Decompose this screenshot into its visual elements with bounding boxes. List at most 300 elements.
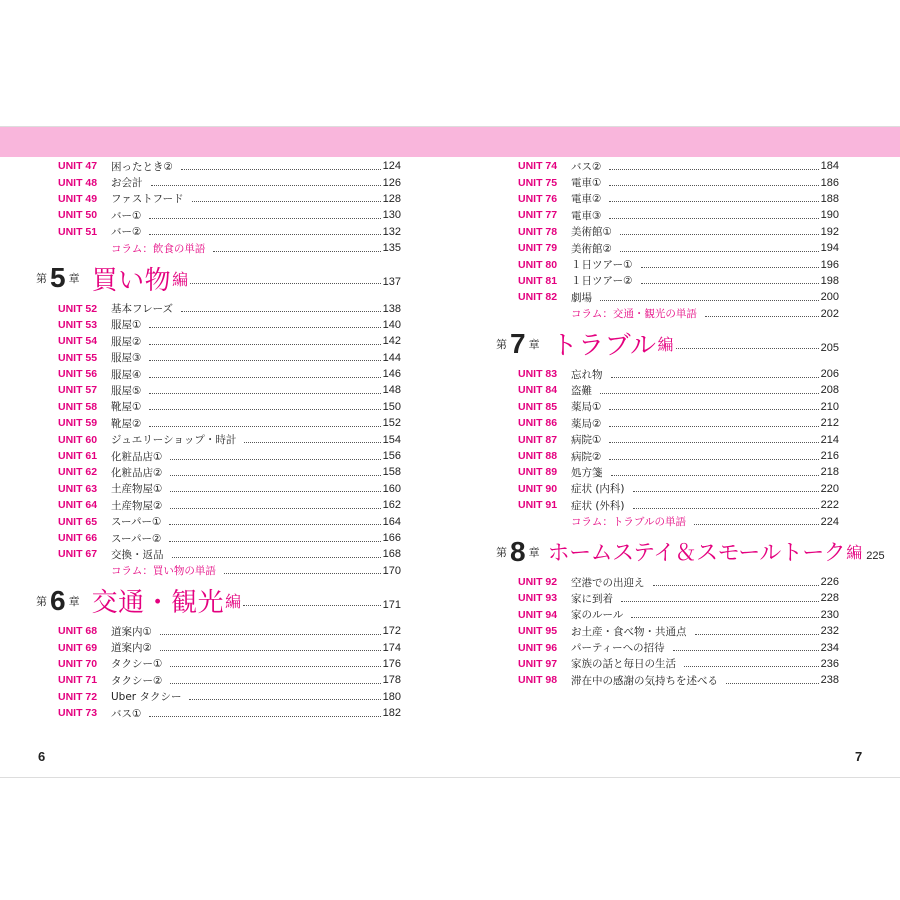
- unit-label: UNIT 66: [58, 532, 98, 544]
- entry-title: 土産物屋②: [111, 499, 163, 512]
- chapter-suffix: 章: [528, 545, 540, 559]
- entry-title: 服屋③: [111, 352, 142, 365]
- unit-label: UNIT 68: [58, 625, 98, 638]
- toc-entry[interactable]: [518, 623, 839, 639]
- toc-entry[interactable]: [518, 399, 839, 415]
- dot-leader: [600, 300, 819, 301]
- unit-label: UNIT 93: [518, 592, 558, 605]
- toc-entry[interactable]: [58, 689, 401, 705]
- dot-leader: [160, 650, 381, 651]
- toc-entry[interactable]: [58, 513, 401, 529]
- chapter-prefix: 第: [496, 545, 507, 559]
- unit-label: UNIT 70: [58, 657, 98, 670]
- entry-title: 空港での出迎え: [571, 576, 645, 589]
- dot-leader: [633, 491, 819, 492]
- toc-entry[interactable]: [58, 481, 401, 497]
- page-number: 238: [820, 674, 839, 687]
- dot-leader: [631, 617, 818, 618]
- dot-leader: [705, 316, 819, 317]
- dot-leader: [170, 666, 380, 667]
- entry-title: 症状 (外科): [571, 499, 625, 512]
- header-band: [0, 127, 900, 157]
- unit-label: UNIT 87: [518, 433, 558, 446]
- page-number: 184: [820, 160, 839, 173]
- chapter-suffix: 章: [68, 594, 80, 608]
- dot-leader: [609, 409, 818, 410]
- toc-entry[interactable]: [518, 382, 839, 398]
- unit-label: UNIT 77: [518, 209, 558, 222]
- page-number: 172: [382, 625, 401, 638]
- toc-entry[interactable]: [518, 224, 839, 240]
- unit-label: UNIT 74: [518, 160, 558, 173]
- page-number: 170: [382, 564, 401, 577]
- unit-label: UNIT 94: [518, 608, 558, 621]
- entry-title: 処方箋: [571, 466, 603, 479]
- dot-leader: [170, 475, 380, 476]
- chapter-hen: 編: [225, 592, 242, 612]
- dot-leader: [149, 377, 380, 378]
- entry-title: お会計: [111, 177, 143, 190]
- toc-entry[interactable]: [518, 256, 839, 272]
- page-number: 130: [382, 209, 401, 222]
- left-page-toc: [36, 158, 401, 721]
- entry-title: コラム：買い物の単語: [111, 565, 216, 578]
- chapter-title: トラブル: [551, 331, 657, 362]
- entry-title: 土産物屋①: [111, 483, 163, 496]
- toc-entry[interactable]: [518, 497, 839, 513]
- unit-label: UNIT 89: [518, 466, 558, 479]
- dot-leader: [169, 541, 380, 542]
- dot-leader: [609, 459, 818, 460]
- chapter-hen: 編: [846, 543, 863, 563]
- toc-entry[interactable]: [58, 656, 401, 672]
- dot-leader: [609, 169, 818, 170]
- unit-label: UNIT 47: [58, 160, 98, 173]
- toc-entry[interactable]: [518, 191, 839, 207]
- unit-label: UNIT 62: [58, 466, 98, 479]
- toc-entry[interactable]: [518, 448, 839, 464]
- toc-entry[interactable]: [58, 464, 401, 480]
- toc-entry[interactable]: [58, 448, 401, 464]
- toc-column-entry[interactable]: [58, 563, 401, 579]
- toc-entry[interactable]: [58, 639, 401, 655]
- toc-entry[interactable]: [518, 273, 839, 289]
- dot-leader: [170, 683, 380, 684]
- entry-title: 道案内①: [111, 625, 152, 638]
- entry-title: パーティーへの招待: [571, 642, 665, 655]
- page-number: 220: [820, 482, 839, 495]
- unit-label: UNIT 85: [518, 400, 558, 413]
- dot-leader: [620, 234, 819, 235]
- dot-leader: [149, 234, 380, 235]
- page-number: 202: [820, 307, 839, 320]
- dot-leader: [620, 251, 819, 252]
- toc-entry[interactable]: [58, 431, 401, 447]
- dot-leader: [641, 267, 819, 268]
- page-number: 132: [382, 225, 401, 238]
- page-number: 236: [820, 657, 839, 670]
- toc-entry[interactable]: [58, 174, 401, 190]
- entry-title: コラム：トラブルの単語: [571, 516, 686, 529]
- page-number: 196: [820, 258, 839, 271]
- right-page-number: 7: [855, 749, 863, 764]
- unit-label: UNIT 95: [518, 625, 558, 638]
- chapter-number: 8: [510, 535, 526, 567]
- toc-entry[interactable]: [518, 481, 839, 497]
- entry-title: お土産・食べ物・共通点: [571, 625, 687, 638]
- chapter-suffix: 章: [528, 337, 540, 351]
- entry-title: バス①: [111, 707, 142, 720]
- page-number: 205: [820, 341, 839, 354]
- toc-entry[interactable]: [58, 158, 401, 174]
- unit-label: UNIT 50: [58, 209, 98, 222]
- dot-leader: [609, 218, 818, 219]
- book-spread: [0, 126, 900, 778]
- page-number: 176: [382, 657, 401, 670]
- chapter-prefix: 第: [36, 594, 47, 608]
- page-number: 156: [382, 450, 401, 463]
- entry-title: タクシー②: [111, 674, 163, 687]
- entry-title: 美術館②: [571, 242, 612, 255]
- toc-entry[interactable]: [58, 366, 401, 382]
- entry-title: 服屋①: [111, 319, 142, 332]
- entry-title: 劇場: [571, 291, 592, 304]
- dot-leader: [170, 459, 380, 460]
- entry-title: コラム：飲食の単語: [111, 242, 206, 255]
- dot-leader: [213, 251, 380, 252]
- unit-label: UNIT 82: [518, 291, 558, 304]
- page-number: 168: [382, 548, 401, 561]
- page-number: 162: [382, 499, 401, 512]
- page-number: 148: [382, 384, 401, 397]
- entry-title: 化粧品店②: [111, 466, 163, 479]
- dot-leader: [170, 508, 380, 509]
- entry-title: 病院②: [571, 450, 602, 463]
- entry-title: 服屋⑤: [111, 384, 142, 397]
- toc-entry[interactable]: [518, 415, 839, 431]
- page-number: 158: [382, 466, 401, 479]
- toc-entry[interactable]: [58, 530, 401, 546]
- unit-label: UNIT 48: [58, 176, 98, 189]
- toc-entry[interactable]: [518, 207, 839, 223]
- page-number: 228: [820, 592, 839, 605]
- entry-title: １日ツアー①: [571, 259, 633, 272]
- chapter-number: 6: [50, 584, 66, 616]
- page-number: 188: [820, 192, 839, 205]
- dot-leader: [192, 201, 381, 202]
- unit-label: UNIT 61: [58, 450, 98, 463]
- entry-title: コラム：交通・観光の単語: [571, 308, 697, 321]
- toc-entry[interactable]: [58, 317, 401, 333]
- entry-title: スーパー②: [111, 532, 162, 545]
- entry-title: Uber タクシー: [111, 691, 182, 704]
- dot-leader: [149, 344, 380, 345]
- page-number: 198: [820, 274, 839, 287]
- unit-label: UNIT 63: [58, 482, 98, 495]
- dot-leader: [676, 348, 819, 349]
- toc-entry[interactable]: [58, 300, 401, 316]
- chapter-prefix: 第: [496, 337, 507, 351]
- dot-leader: [641, 283, 819, 284]
- toc-entry[interactable]: [58, 546, 401, 562]
- toc-entry[interactable]: [58, 672, 401, 688]
- unit-label: UNIT 57: [58, 384, 98, 397]
- chapter-heading[interactable]: [496, 324, 839, 364]
- toc-entry[interactable]: [58, 382, 401, 398]
- page-number: 166: [382, 532, 401, 544]
- unit-label: UNIT 72: [58, 690, 98, 703]
- unit-label: UNIT 55: [58, 351, 98, 364]
- dot-leader: [149, 393, 380, 394]
- toc-entry[interactable]: [518, 289, 839, 305]
- unit-label: UNIT 60: [58, 433, 98, 446]
- toc-entry[interactable]: [518, 366, 839, 382]
- unit-label: UNIT 98: [518, 674, 558, 687]
- toc-entry[interactable]: [58, 497, 401, 513]
- entry-title: 困ったとき②: [111, 160, 173, 173]
- page-number: 200: [820, 291, 839, 304]
- page-number: 150: [382, 400, 401, 413]
- unit-label: UNIT 71: [58, 674, 98, 687]
- page-number: 178: [382, 674, 401, 687]
- chapter-heading[interactable]: [496, 532, 885, 572]
- page-number: 218: [820, 466, 839, 479]
- page-number: 194: [820, 242, 839, 255]
- unit-label: UNIT 80: [518, 258, 558, 271]
- page-number: 140: [382, 318, 401, 331]
- dot-leader: [609, 185, 818, 186]
- toc-column-entry[interactable]: [518, 306, 839, 322]
- unit-label: UNIT 49: [58, 192, 98, 205]
- toc-entry[interactable]: [518, 656, 839, 672]
- page-number: 208: [820, 384, 839, 397]
- toc-entry[interactable]: [518, 464, 839, 480]
- dot-leader: [181, 311, 381, 312]
- entry-title: 症状 (内科): [571, 483, 625, 496]
- toc-entry[interactable]: [58, 207, 401, 223]
- entry-title: 電車②: [571, 193, 602, 206]
- entry-title: 盗難: [571, 384, 592, 397]
- chapter-number: 5: [50, 262, 66, 294]
- entry-title: 忘れ物: [571, 368, 603, 381]
- entry-title: バス②: [571, 160, 602, 173]
- page-number: 186: [820, 176, 839, 189]
- dot-leader: [189, 699, 380, 700]
- entry-title: 服屋④: [111, 368, 142, 381]
- unit-label: UNIT 97: [518, 657, 558, 670]
- entry-title: 電車③: [571, 209, 602, 222]
- dot-leader: [611, 475, 819, 476]
- dot-leader: [149, 327, 380, 328]
- chapter-heading[interactable]: [36, 258, 401, 298]
- unit-label: UNIT 53: [58, 318, 98, 331]
- toc-entry[interactable]: [58, 415, 401, 431]
- page-number: 222: [820, 499, 839, 512]
- page-number: 128: [382, 192, 401, 205]
- page-number: 224: [820, 515, 839, 528]
- dot-leader: [149, 426, 380, 427]
- page-number: 232: [820, 625, 839, 638]
- unit-label: UNIT 84: [518, 384, 558, 397]
- chapter-heading[interactable]: [36, 581, 401, 621]
- toc-entry[interactable]: [518, 639, 839, 655]
- unit-label: UNIT 92: [518, 576, 558, 588]
- page-number: 210: [820, 400, 839, 413]
- dot-leader: [609, 201, 818, 202]
- dot-leader: [633, 508, 819, 509]
- dot-leader: [181, 169, 381, 170]
- toc-entry[interactable]: [58, 705, 401, 721]
- entry-title: 薬局②: [571, 417, 602, 430]
- toc-entry[interactable]: [518, 174, 839, 190]
- page-number: 160: [382, 482, 401, 495]
- toc-entry[interactable]: [58, 399, 401, 415]
- page-number: 146: [382, 368, 401, 381]
- dot-leader: [673, 650, 819, 651]
- page-number: 174: [382, 641, 401, 654]
- dot-leader: [611, 377, 819, 378]
- page-number: 192: [820, 225, 839, 238]
- toc-entry[interactable]: [58, 333, 401, 349]
- page-number: 214: [820, 433, 839, 446]
- chapter-prefix: 第: [36, 272, 47, 286]
- entry-title: バー①: [111, 209, 142, 222]
- unit-label: UNIT 75: [518, 176, 558, 189]
- unit-label: UNIT 56: [58, 368, 98, 381]
- toc-entry[interactable]: [518, 431, 839, 447]
- page-number: 190: [820, 209, 839, 222]
- chapter-hen: 編: [657, 335, 674, 355]
- page-number: 144: [382, 351, 401, 364]
- unit-label: UNIT 81: [518, 274, 558, 287]
- page-number: 216: [820, 450, 839, 463]
- page-number: 225: [866, 549, 885, 562]
- toc-entry[interactable]: [518, 607, 839, 623]
- page-number: 142: [382, 335, 401, 348]
- chapter-title: ホームステイ＆スモールトーク: [547, 541, 846, 567]
- unit-label: UNIT 51: [58, 225, 98, 238]
- unit-label: UNIT 67: [58, 548, 98, 561]
- chapter-title: 買い物: [91, 265, 172, 296]
- chapter-number: 7: [510, 327, 526, 359]
- page-number: 206: [820, 368, 839, 381]
- dot-leader: [190, 283, 381, 284]
- toc-entry[interactable]: [518, 240, 839, 256]
- dot-leader: [172, 557, 381, 558]
- page-number: 154: [382, 433, 401, 446]
- toc-entry[interactable]: [58, 191, 401, 207]
- entry-title: 交換・返品: [111, 548, 164, 561]
- entry-title: バー②: [111, 226, 142, 239]
- unit-label: UNIT 83: [518, 368, 558, 381]
- dot-leader: [149, 360, 380, 361]
- toc-entry[interactable]: [518, 574, 839, 590]
- dot-leader: [726, 683, 819, 684]
- page-number: 212: [820, 417, 839, 430]
- entry-title: 家のルール: [571, 609, 624, 622]
- unit-label: UNIT 73: [58, 707, 98, 720]
- dot-leader: [149, 218, 380, 219]
- page-number: 234: [820, 641, 839, 654]
- entry-title: 滞在中の感謝の気持ちを述べる: [571, 674, 718, 687]
- unit-label: UNIT 54: [58, 335, 98, 348]
- entry-title: 美術館①: [571, 226, 612, 239]
- unit-label: UNIT 79: [518, 242, 558, 255]
- dot-leader: [695, 634, 819, 635]
- unit-label: UNIT 52: [58, 302, 98, 315]
- unit-label: UNIT 58: [58, 400, 98, 413]
- entry-title: 靴屋①: [111, 401, 142, 414]
- entry-title: 家族の話と毎日の生活: [571, 658, 676, 671]
- dot-leader: [169, 524, 380, 525]
- dot-leader: [149, 716, 380, 717]
- dot-leader: [170, 491, 380, 492]
- unit-label: UNIT 90: [518, 482, 558, 495]
- page-number: 171: [382, 598, 401, 611]
- toc-entry[interactable]: [518, 590, 839, 606]
- page-number: 226: [820, 576, 839, 588]
- dot-leader: [160, 634, 381, 635]
- entry-title: スーパー①: [111, 516, 162, 529]
- chapter-title: 交通・観光: [91, 588, 225, 619]
- dot-leader: [694, 524, 819, 525]
- dot-leader: [621, 601, 819, 602]
- unit-label: UNIT 69: [58, 641, 98, 654]
- dot-leader: [684, 666, 819, 667]
- page-number: 126: [382, 176, 401, 189]
- page-number: 124: [382, 160, 401, 173]
- toc-column-entry[interactable]: [58, 240, 401, 256]
- dot-leader: [149, 409, 380, 410]
- entry-title: 基本フレーズ: [111, 303, 174, 316]
- right-page-toc: [496, 158, 885, 689]
- unit-label: UNIT 91: [518, 499, 558, 512]
- unit-label: UNIT 76: [518, 192, 558, 205]
- dot-leader: [609, 426, 818, 427]
- entry-title: 家に到着: [571, 592, 613, 605]
- entry-title: 道案内②: [111, 642, 152, 655]
- toc-entry[interactable]: [58, 224, 401, 240]
- unit-label: UNIT 64: [58, 499, 98, 512]
- toc-column-entry[interactable]: [518, 513, 839, 529]
- entry-title: 化粧品店①: [111, 450, 163, 463]
- entry-title: 病院①: [571, 434, 602, 447]
- toc-entry[interactable]: [58, 350, 401, 366]
- entry-title: １日ツアー②: [571, 275, 633, 288]
- dot-leader: [151, 185, 381, 186]
- entry-title: タクシー①: [111, 658, 163, 671]
- page-number: 152: [382, 417, 401, 430]
- entry-title: 薬局①: [571, 401, 602, 414]
- toc-entry[interactable]: [518, 158, 839, 174]
- toc-entry[interactable]: [58, 623, 401, 639]
- unit-label: UNIT 88: [518, 450, 558, 463]
- page-number: 182: [382, 707, 401, 720]
- chapter-hen: 編: [172, 269, 189, 289]
- entry-title: 電車①: [571, 177, 602, 190]
- dot-leader: [224, 573, 381, 574]
- chapter-suffix: 章: [68, 272, 80, 286]
- entry-title: ジュエリーショップ・時計: [111, 434, 237, 447]
- left-page-number: 6: [38, 749, 46, 764]
- dot-leader: [653, 585, 819, 586]
- page-number: 180: [382, 690, 401, 703]
- toc-entry[interactable]: [518, 672, 839, 688]
- entry-title: ファストフード: [111, 193, 184, 206]
- page-number: 135: [382, 242, 401, 255]
- unit-label: UNIT 96: [518, 641, 558, 654]
- dot-leader: [243, 605, 381, 606]
